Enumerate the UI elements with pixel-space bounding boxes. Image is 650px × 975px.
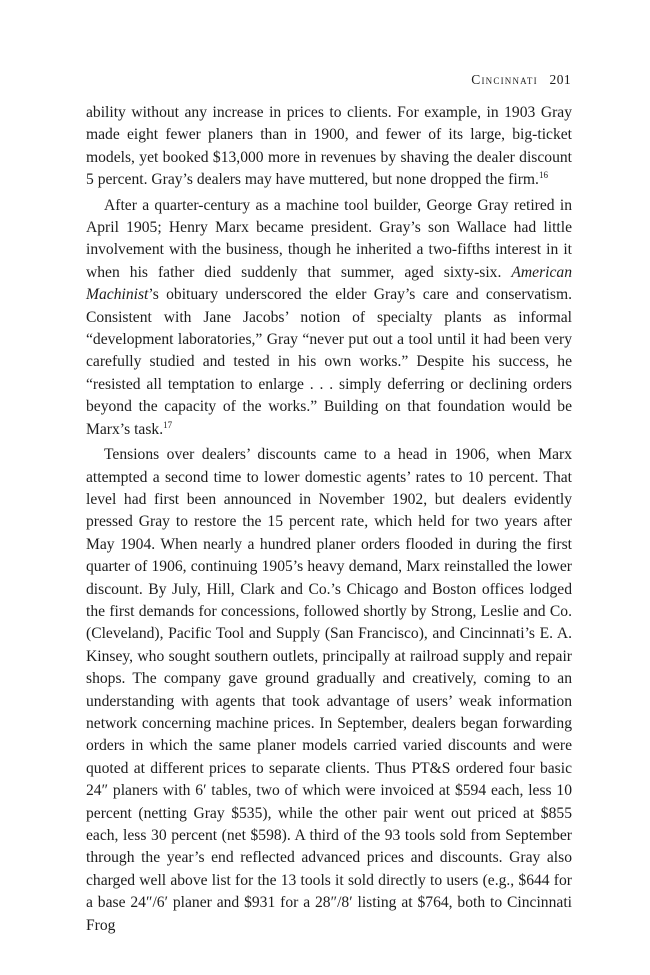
page-number: 201 [549, 72, 571, 87]
paragraph-text: Tensions over dealers’ discounts came to a head in 1906, when Marx attempted a second time to lower domestic agents’ rates to 10 percent. That level had first been announced in November 1902, but dealers evidently pressed Gray to restore the 15 percent rate, which held for two years after May 1904. When nearly a hundred planer orders flooded in during the first quarter of 1906, continuing 1905’s heavy demand, Marx reinstalled the lower discount. By July, Hill, Clark and Co.’s Chicago and Boston offices lodged the first demands for concessions, followed shortly by Strong, Leslie and Co. (Cleveland), Pacific Tool and Supply (San Francisco), and Cincinnati’s E. A. Kinsey, who sought southern outlets, principally at railroad supply and repair shops. The company gave ground gradually and creatively, coming to an understanding with agents that took advantage of users’ weak information network concerning machine prices. In September, dealers began forwarding orders in which the same planer models carried varied discounts and were quoted at different prices to separate clients. Thus PT&S ordered four basic 24″ planers with 6′ tables, two of which were invoiced at $594 each, less 10 percent (netting Gray $535), while the other pair went out priced at $855 each, less 30 percent (net $598). A third of the 93 tools sold from September through the year’s end reflected advanced prices and discounts. Gray also charged well above list for the 13 tools it sold directly to users (e.g., $644 for a base 24″/6′ planer and $931 for a 28″/8′ listing at $764, both to Cincinnati Frog [86, 446, 572, 934]
running-head [471, 72, 571, 88]
footnote-marker: 17 [163, 419, 173, 430]
running-title: Cincinnati [471, 72, 538, 87]
paragraph-continued [86, 102, 572, 192]
paragraph-text: After a quarter-century as a machine tool builder, George Gray retired in April 1905; Henry Marx became president. Gray’s son Wallace had little involvement with the business, though he inherited a two-fifths interest in it when his father died suddenly that summer, aged sixty-six. [86, 196, 572, 281]
body-text [86, 102, 572, 937]
paragraph-text: ’s obituary underscored the elder Gray’s care and conservatism. Consistent with Jane Jacobs’ notion of specialty plants as informal “development laboratories,” Gray “never put out a tool until it had been very carefully studied and tested in his own works.” Despite his success, he “resisted all temptation to enlarge . . . simply deferring or declining orders beyond the capacity of the works.” Building on that foundation would be Marx’s task. [86, 286, 572, 438]
publication-title: American Machinist [86, 263, 572, 304]
paragraph-text: ability without any increase in prices to clients. For example, in 1903 Gray made eight fewer planers than in 1900, and fewer of its large, big-ticket models, yet booked $13,000 more in revenues by shaving the dealer discount 5 percent. Gray’s dealers may have muttered, but none dropped the firm. [86, 104, 572, 189]
paragraph-gray-retirement [86, 195, 572, 441]
paragraph-dealer-discounts [86, 444, 572, 937]
footnote-marker: 16 [538, 170, 548, 181]
